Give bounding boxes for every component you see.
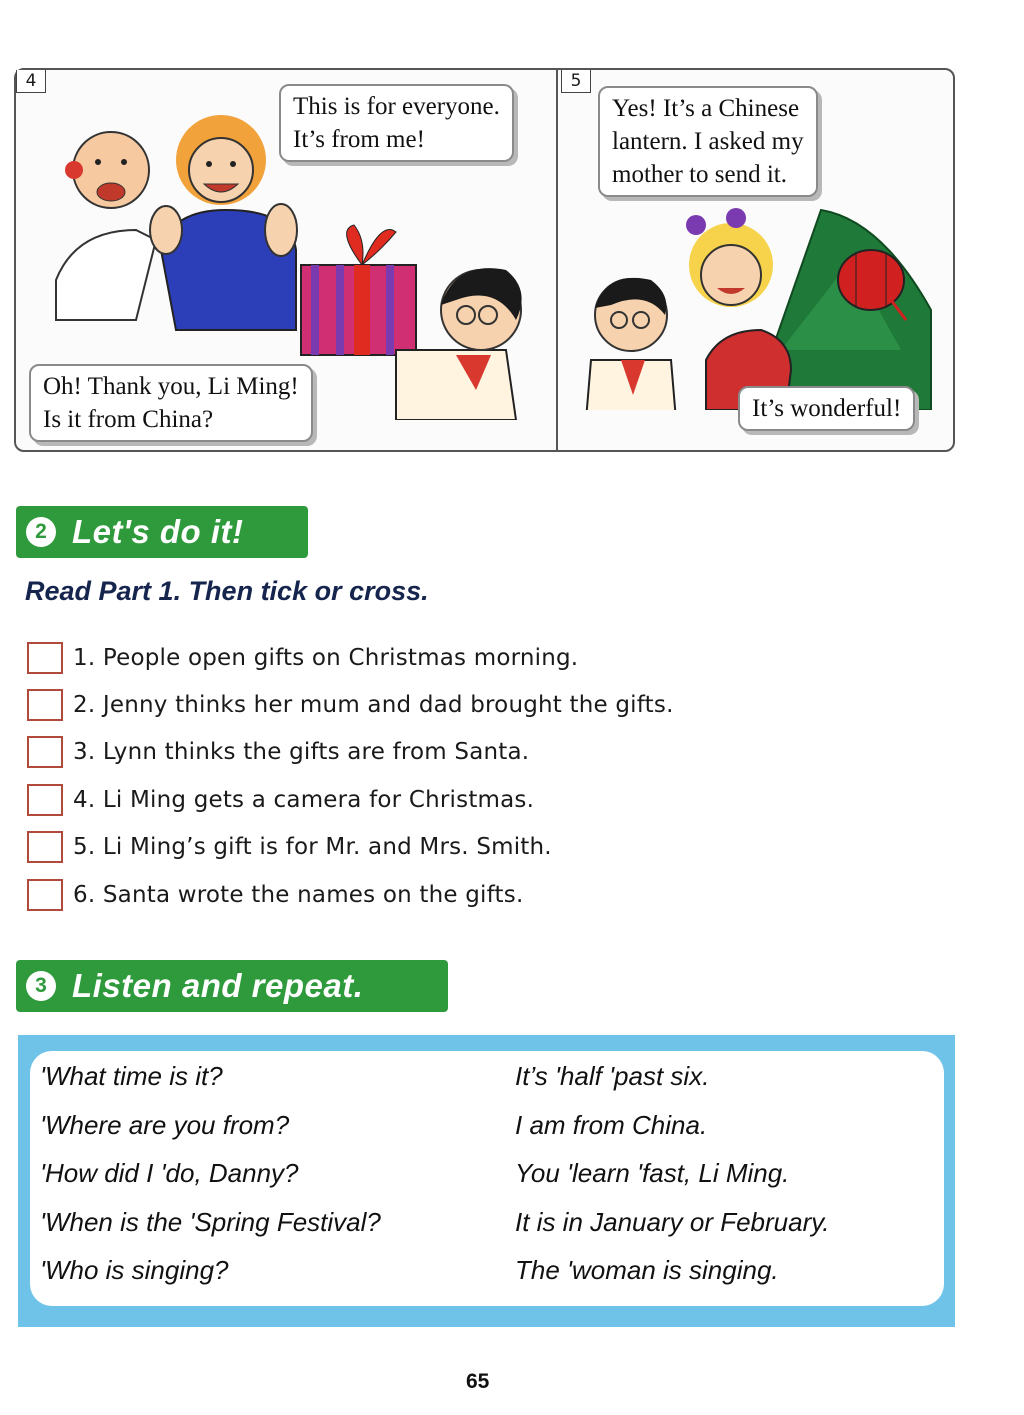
statement-text: 5. Li Ming’s gift is for Mr. and Mrs. Smith. [73, 834, 552, 861]
father-figure [56, 132, 156, 320]
section-2-header [16, 506, 308, 558]
answer-checkbox[interactable] [27, 784, 63, 816]
statement-text: 4. Li Ming gets a camera for Christmas. [73, 786, 535, 813]
sentence-column-right [515, 1061, 830, 1304]
panel5-illustration [561, 190, 946, 410]
li-ming-figure-2 [586, 278, 676, 410]
answer-checkbox[interactable] [27, 831, 63, 863]
section-title: Listen and repeat. [72, 967, 364, 1004]
section-number: 3 [26, 971, 56, 1001]
gift-box [301, 225, 416, 355]
answer-checkbox[interactable] [27, 879, 63, 911]
bubble-line: This is for everyone. [293, 93, 500, 120]
bubble-line: Is it from China? [43, 406, 214, 433]
section-number: 2 [26, 517, 56, 547]
statement-text: 1. People open gifts on Christmas morning. [73, 644, 579, 671]
panel-divider [556, 70, 558, 450]
listen-repeat-card [30, 1051, 944, 1306]
sentence: It is in January or February. [515, 1206, 830, 1237]
jenny-figure [686, 208, 791, 410]
speech-bubble-lantern [598, 86, 818, 197]
sentence-column-left [40, 1061, 381, 1304]
bubble-line: lantern. I asked my [612, 128, 804, 155]
answer-checkbox[interactable] [27, 642, 63, 674]
bubble-line: Oh! Thank you, Li Ming! [43, 373, 299, 400]
speech-bubble-wonderful [738, 386, 915, 431]
statement-text: 6. Santa wrote the names on the gifts. [73, 881, 524, 908]
instruction-text: Read Part 1. Then tick or cross. [25, 576, 429, 606]
bubble-line: It’s from me! [293, 126, 425, 153]
speech-bubble-everyone [279, 84, 514, 162]
comic-strip [14, 68, 955, 452]
bubble-line: Yes! It’s a Chinese [612, 95, 800, 122]
panel-number-5: 5 [561, 70, 591, 93]
sentence: You 'learn 'fast, Li Ming. [515, 1158, 790, 1188]
sentence: 'What time is it? [40, 1061, 223, 1091]
page-number: 65 [466, 1370, 490, 1393]
sentence: 'Where are you from? [40, 1109, 290, 1140]
panel-number-4: 4 [16, 70, 46, 93]
bubble-line: It’s wonderful! [752, 395, 902, 422]
section-3-header [16, 960, 448, 1012]
speech-bubble-thank-you [29, 364, 313, 442]
statement-text: 3. Lynn thinks the gifts are from Santa. [73, 739, 530, 766]
mother-figure [150, 115, 297, 330]
sentence: It’s 'half 'past six. [515, 1061, 710, 1091]
sentence: I am from China. [515, 1109, 708, 1140]
list-item [27, 681, 674, 728]
sentence: 'How did I 'do, Danny? [40, 1158, 299, 1188]
tick-or-cross-list [27, 634, 674, 918]
list-item [27, 634, 674, 681]
sentence: The 'woman is singing. [515, 1255, 779, 1285]
list-item [27, 729, 674, 776]
list-item [27, 824, 674, 871]
answer-checkbox[interactable] [27, 689, 63, 721]
statement-text: 2. Jenny thinks her mum and dad brought the gifts. [73, 692, 674, 719]
section-title: Let's do it! [72, 513, 244, 550]
sentence: 'Who is singing? [40, 1255, 229, 1285]
list-item [27, 871, 674, 918]
list-item [27, 776, 674, 823]
listen-repeat-panel [18, 1035, 955, 1327]
sentence: 'When is the 'Spring Festival? [40, 1206, 381, 1237]
answer-checkbox[interactable] [27, 736, 63, 768]
bubble-line: mother to send it. [612, 161, 787, 188]
